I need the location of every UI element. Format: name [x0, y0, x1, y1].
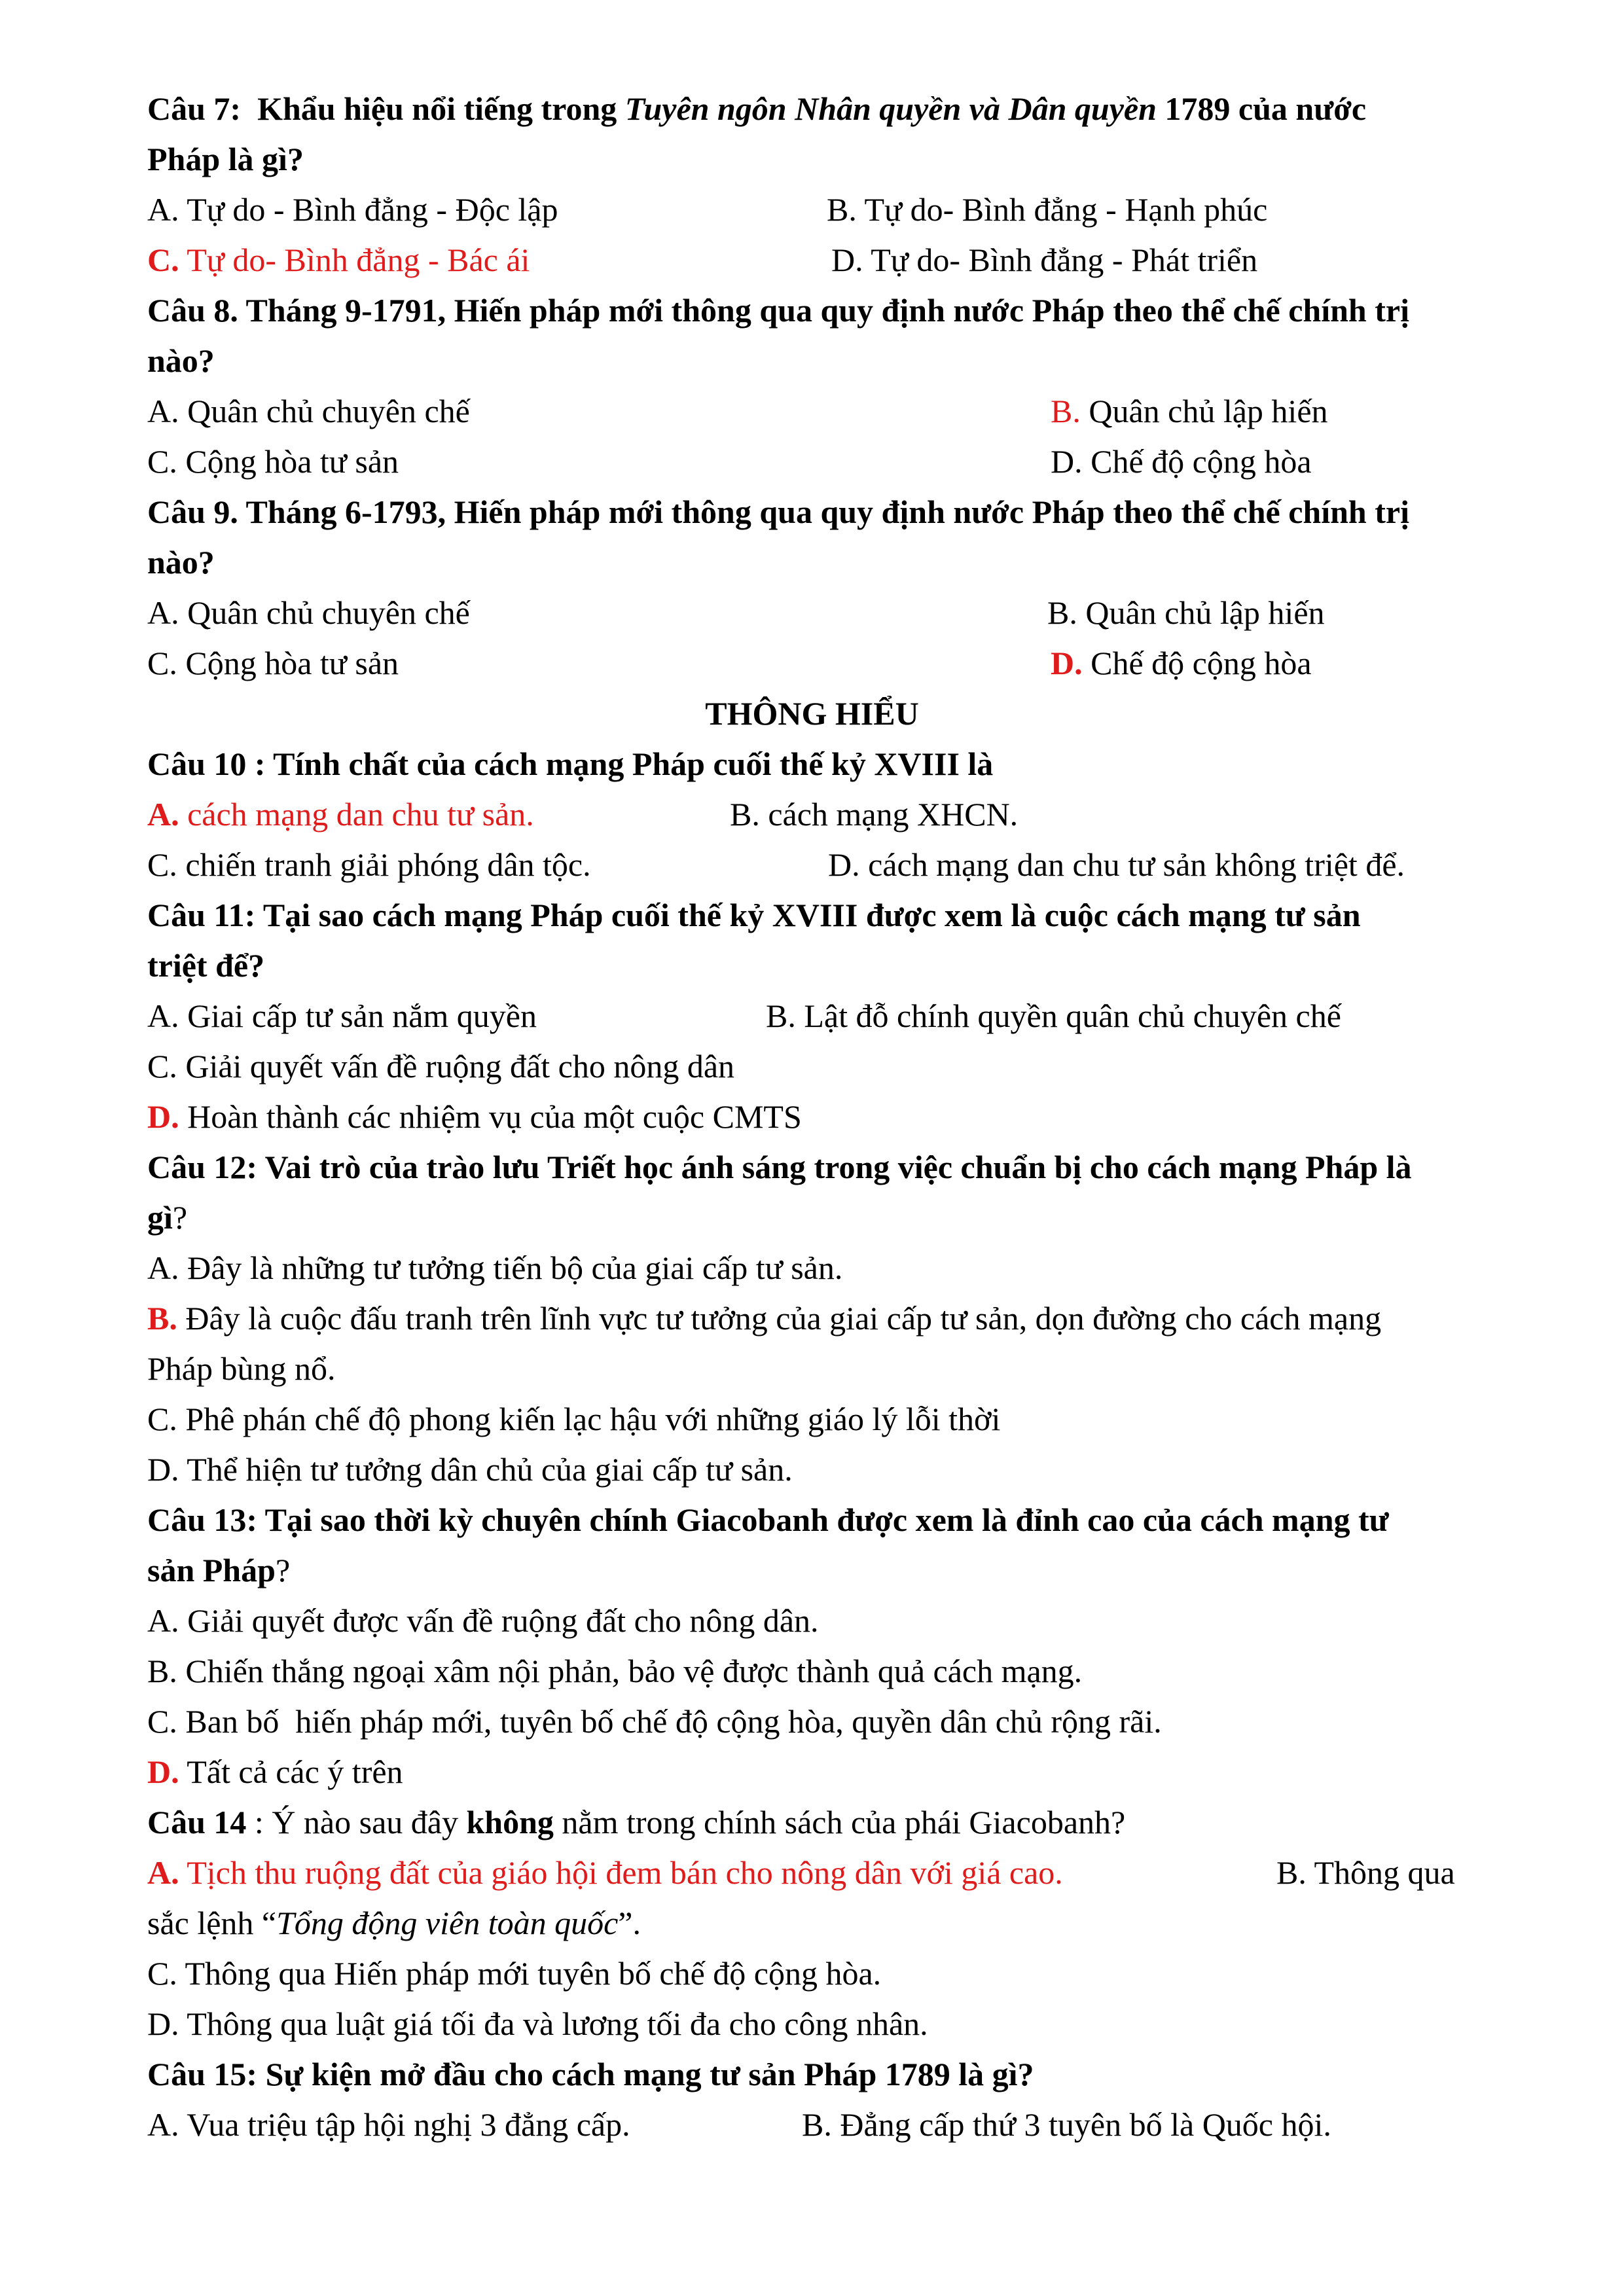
- question-14-option-c: C. Thông qua Hiến pháp mới tuyên bố chế độ cộng hòa.: [147, 1955, 882, 1992]
- question-9-line-1: Câu 9. Tháng 6-1793, Hiến pháp mới thông qua quy định nước Pháp theo thể chế chính trị: [147, 493, 1409, 530]
- question-14-option-b: B. Thông qua: [1276, 1854, 1455, 1891]
- question-13-line-1: Câu 13: Tại sao thời kỳ chuyên chính Giacobanh được xem là đỉnh cao của cách mạng tư: [147, 1501, 1389, 1538]
- question-8-option-d: D. Chế độ cộng hòa: [1051, 443, 1312, 480]
- question-8-line-2: nào?: [147, 342, 215, 379]
- question-8-line-1: Câu 8. Tháng 9-1791, Hiến pháp mới thông qua quy định nước Pháp theo thể chế chính trị: [147, 292, 1409, 329]
- question-13-line-2: [147, 1550, 290, 1590]
- question-7-text-italic: Tuyên ngôn Nhân quyền và Dân quyền: [624, 90, 1157, 127]
- question-11-option-d-text: Hoàn thành các nhiệm vụ của một cuộc CMTS: [187, 1098, 802, 1135]
- question-10-option-b: B. cách mạng XHCN.: [730, 796, 1019, 833]
- question-11-line-1: Câu 11: Tại sao cách mạng Pháp cuối thế kỷ XVIII được xem là cuộc cách mạng tư sản: [147, 897, 1361, 933]
- question-7-text-b: 1789 của nước: [1156, 90, 1367, 127]
- question-14-option-a-letter: A.: [147, 1854, 179, 1891]
- question-7-line-2: Pháp là gì?: [147, 141, 304, 177]
- question-8-option-b-text: Quân chủ lập hiến: [1089, 393, 1328, 429]
- question-14-option-b-continued: [147, 1903, 641, 1943]
- question-12-option-b-continued: Pháp bùng nổ.: [147, 1350, 336, 1387]
- question-7-label: Câu 7:: [147, 90, 242, 127]
- question-14-option-a-text: Tịch thu ruộng đất của giáo hội đem bán cho nông dân với giá cao.: [187, 1854, 1063, 1891]
- question-8-option-b-letter: B.: [1051, 393, 1081, 429]
- question-9-option-d: [1051, 643, 1312, 683]
- question-14-label: Câu 14: [147, 1804, 247, 1840]
- question-12-line-2-bold: gì: [147, 1199, 173, 1236]
- question-7-option-a: A. Tự do - Bình đẳng - Độc lập: [147, 191, 558, 228]
- question-9-option-d-letter: D.: [1051, 645, 1083, 681]
- question-8-option-a: A. Quân chủ chuyên chế: [147, 393, 470, 429]
- section-title: THÔNG HIỂU: [705, 695, 919, 732]
- question-9-option-d-text: Chế độ cộng hòa: [1091, 645, 1312, 681]
- question-10-option-d: D. cách mạng dan chu tư sản không triệt để.: [828, 846, 1405, 883]
- question-12-line-2-rest: ?: [172, 1199, 188, 1236]
- question-12-option-d: D. Thể hiện tư tưởng dân chủ của giai cấp tư sản.: [147, 1451, 793, 1488]
- question-11-option-b: B. Lật đỗ chính quyền quân chủ chuyên chế: [766, 997, 1341, 1034]
- question-7-option-c: [147, 240, 530, 280]
- question-12-option-b: [147, 1298, 1381, 1338]
- question-14-text-a: : Ý nào sau đây: [246, 1804, 467, 1840]
- question-14-option-b-cont-italic: Tổng động viên toàn quốc: [276, 1905, 619, 1941]
- question-9-line-2: nào?: [147, 544, 215, 581]
- question-10-option-a: [147, 794, 534, 834]
- question-12-option-b-text: Đây là cuộc đấu tranh trên lĩnh vực tư tưởng của giai cấp tư sản, dọn đường cho cách mạng: [185, 1300, 1382, 1336]
- question-13-option-a: A. Giải quyết được vấn đề ruộng đất cho nông dân.: [147, 1602, 819, 1639]
- question-11-option-a: A. Giai cấp tư sản nắm quyền: [147, 997, 537, 1034]
- question-9-option-c: C. Cộng hòa tư sản: [147, 645, 399, 681]
- question-14-text-b: nằm trong chính sách của phái Giacobanh?: [553, 1804, 1126, 1840]
- question-14-option-a: [147, 1852, 1063, 1893]
- question-10-line-1: Câu 10 : Tính chất của cách mạng Pháp cuối thế kỷ XVIII là: [147, 745, 994, 782]
- question-7-text-a: Khẩu hiệu nổi tiếng trong: [257, 90, 625, 127]
- question-15-text: : Sự kiện mở đầu cho cách mạng tư sản Pháp 1789 là gì?: [246, 2056, 1034, 2092]
- question-10-option-c: C. chiến tranh giải phóng dân tộc.: [147, 846, 591, 883]
- question-13-line-2-rest: ?: [275, 1552, 291, 1588]
- question-10-option-a-letter: A.: [147, 796, 179, 833]
- question-13-option-b: B. Chiến thắng ngoại xâm nội phản, bảo vệ được thành quả cách mạng.: [147, 1653, 1083, 1689]
- question-15-label: Câu 15: [147, 2056, 247, 2092]
- question-12-line-2: [147, 1197, 187, 1238]
- question-14-text-bold: không: [466, 1804, 554, 1840]
- question-9-option-a: A. Quân chủ chuyên chế: [147, 594, 470, 631]
- question-14-option-d: D. Thông qua luật giá tối đa và lương tối đa cho công nhân.: [147, 2005, 928, 2042]
- question-11-line-2: triệt để?: [147, 947, 265, 984]
- question-13-option-d-letter: D.: [147, 1753, 179, 1790]
- question-12-option-a: A. Đây là những tư tưởng tiến bộ của giai cấp tư sản.: [147, 1249, 843, 1286]
- question-11-option-d-letter: D.: [147, 1098, 179, 1135]
- question-15-option-b: B. Đẳng cấp thứ 3 tuyên bố là Quốc hội.: [802, 2106, 1331, 2143]
- question-7-option-b: B. Tự do- Bình đẳng - Hạnh phúc: [827, 191, 1268, 228]
- question-13-option-c: C. Ban bố hiến pháp mới, tuyên bố chế độ cộng hòa, quyền dân chủ rộng rãi.: [147, 1703, 1162, 1740]
- question-7-option-d: D. Tự do- Bình đẳng - Phát triển: [831, 242, 1258, 278]
- question-11-option-d: [147, 1096, 802, 1137]
- question-12-option-c: C. Phê phán chế độ phong kiến lạc hậu với những giáo lý lỗi thời: [147, 1401, 1001, 1437]
- question-12-option-b-letter: B.: [147, 1300, 177, 1336]
- question-14-line-1: [147, 1802, 1125, 1842]
- question-8-option-c: C. Cộng hòa tư sản: [147, 443, 399, 480]
- question-11-option-c: C. Giải quyết vấn đề ruộng đất cho nông dân: [147, 1048, 735, 1085]
- question-13-option-d-text: Tất cả các ý trên: [187, 1753, 403, 1790]
- question-15-option-a: A. Vua triệu tập hội nghị 3 đẳng cấp.: [147, 2106, 630, 2143]
- question-15-line-1: [147, 2054, 1034, 2094]
- question-9-option-b: B. Quân chủ lập hiến: [1047, 594, 1325, 631]
- question-13-line-2-bold: sản Pháp: [147, 1552, 276, 1588]
- question-14-option-b-cont-a: sắc lệnh “: [147, 1905, 277, 1941]
- question-7-option-c-letter: C.: [147, 242, 179, 278]
- question-7-line-1: [147, 88, 1366, 129]
- question-10-option-a-text: cách mạng dan chu tư sản.: [187, 796, 534, 833]
- question-12-line-1: Câu 12: Vai trò của trào lưu Triết học ánh sáng trong việc chuẩn bị cho cách mạng Pháp là: [147, 1149, 1412, 1185]
- question-8-option-b: [1051, 391, 1328, 431]
- question-14-option-b-cont-b: ”.: [618, 1905, 641, 1941]
- question-13-option-d: [147, 1751, 403, 1792]
- question-7-option-c-text: Tự do- Bình đẳng - Bác ái: [187, 242, 530, 278]
